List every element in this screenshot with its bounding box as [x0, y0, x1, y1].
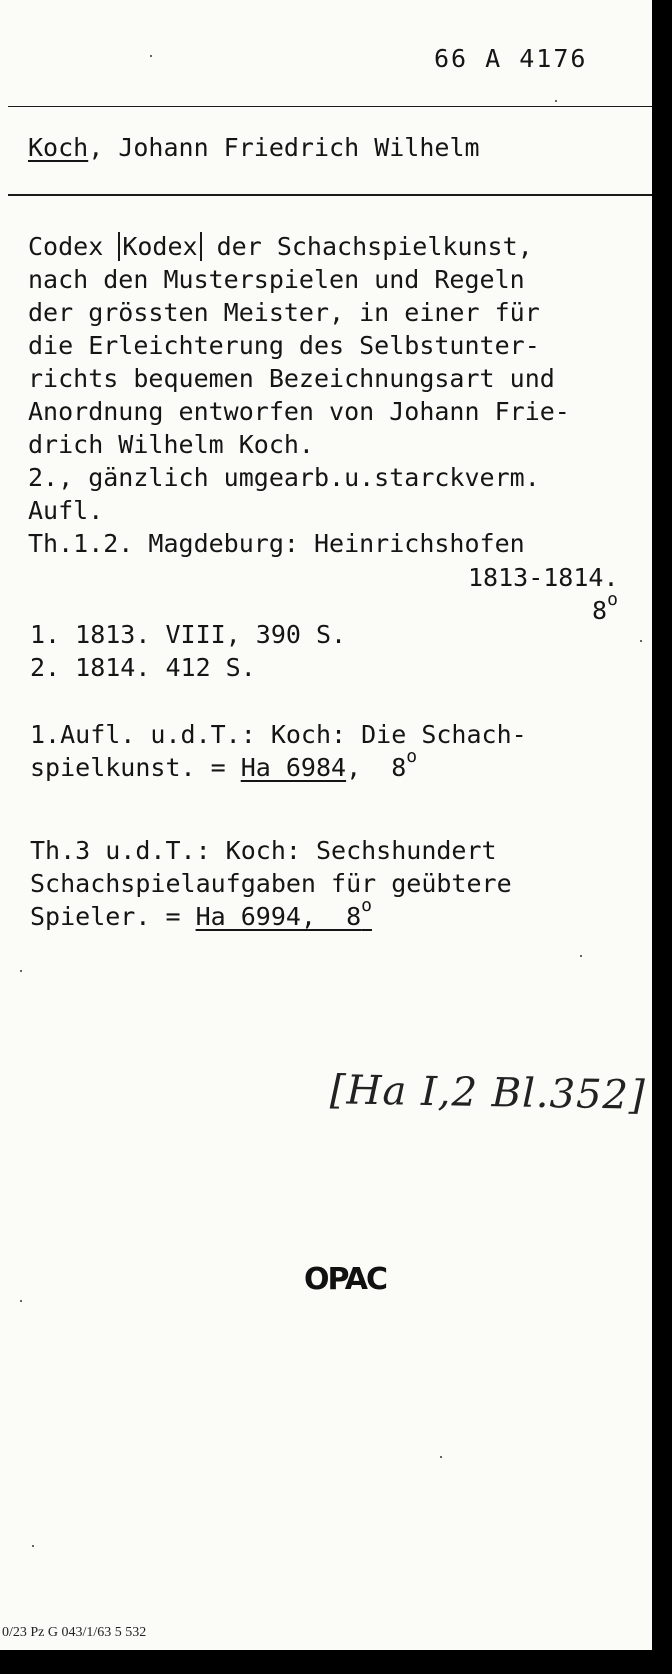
title-line-5: richts bequemen Bezeichnungsart und	[28, 364, 555, 393]
speck	[150, 55, 152, 57]
volume-1: 1. 1813. VIII, 390 S.	[30, 620, 347, 649]
title-line-1a: Codex	[28, 232, 119, 261]
volume-list	[30, 618, 346, 684]
title-line-1b: der Schachspielkunst,	[201, 232, 533, 261]
author-surname: Koch	[28, 133, 89, 162]
title-line-2: nach den Musterspielen und Regeln	[28, 265, 525, 294]
edition-statement: 2., gänzlich umgearb.u.starckverm.	[28, 463, 540, 492]
title-line-4: die Erleichterung des Selbstunter-	[28, 331, 540, 360]
part3-note-line-1: Th.3 u.d.T.: Koch: Sechshundert	[30, 836, 497, 865]
part3-shelfmark-text: Ha 6994, 8	[195, 902, 362, 931]
format	[592, 589, 618, 627]
part3-note	[30, 834, 512, 933]
volume-2: 2. 1814. 412 S.	[30, 653, 256, 682]
speck	[440, 1456, 442, 1458]
speck	[555, 100, 557, 102]
publication-years: 1813-1814.	[468, 563, 619, 592]
part3-shelfmark	[195, 895, 372, 931]
first-edition-note-line-2: spielkunst. =	[30, 753, 241, 782]
heading-divider	[8, 194, 652, 196]
speck	[20, 970, 22, 972]
first-edition-note	[30, 718, 527, 784]
top-divider	[8, 106, 652, 107]
author-given-names: , Johann Friedrich Wilhelm	[88, 133, 480, 162]
handwritten-shelf-note: [Ha I,2 Bl.352]	[329, 1067, 646, 1119]
edition-statement-cont: Aufl.	[28, 496, 104, 525]
title-line-3: der grössten Meister, in einer für	[28, 298, 540, 327]
bracketed-variant-title: Kodex	[118, 232, 201, 261]
title-line-7: drich Wilhelm Koch.	[28, 430, 314, 459]
speck	[32, 1545, 34, 1547]
speck	[20, 1300, 22, 1302]
publication-place-publisher: Th.1.2. Magdeburg: Heinrichshofen	[28, 529, 525, 558]
part3-note-line-3: Spieler. =	[30, 902, 196, 931]
part3-degree: o	[361, 895, 372, 916]
part3-note-line-2: Schachspielaufgaben für geübtere	[30, 869, 512, 898]
first-edition-note-line-1: 1.Aufl. u.d.T.: Koch: Die Schach-	[30, 720, 527, 749]
author-heading	[28, 131, 480, 164]
format-degree: o	[607, 589, 618, 610]
title-description	[28, 230, 570, 560]
opac-stamp: OPAC	[304, 1262, 386, 1297]
title-line-6: Anordnung entworfen von Johann Frie-	[28, 397, 570, 426]
first-edition-degree: o	[406, 746, 418, 767]
speck	[580, 955, 582, 957]
format-value: 8	[592, 596, 608, 625]
call-number: 66 A 4176	[434, 44, 588, 73]
first-edition-shelfmark: Ha 6984	[240, 753, 347, 782]
speck	[640, 640, 642, 642]
first-edition-format: , 8	[346, 753, 407, 782]
card-print-code: 0/23 Pz G 043/1/63 5 532	[2, 1625, 147, 1640]
